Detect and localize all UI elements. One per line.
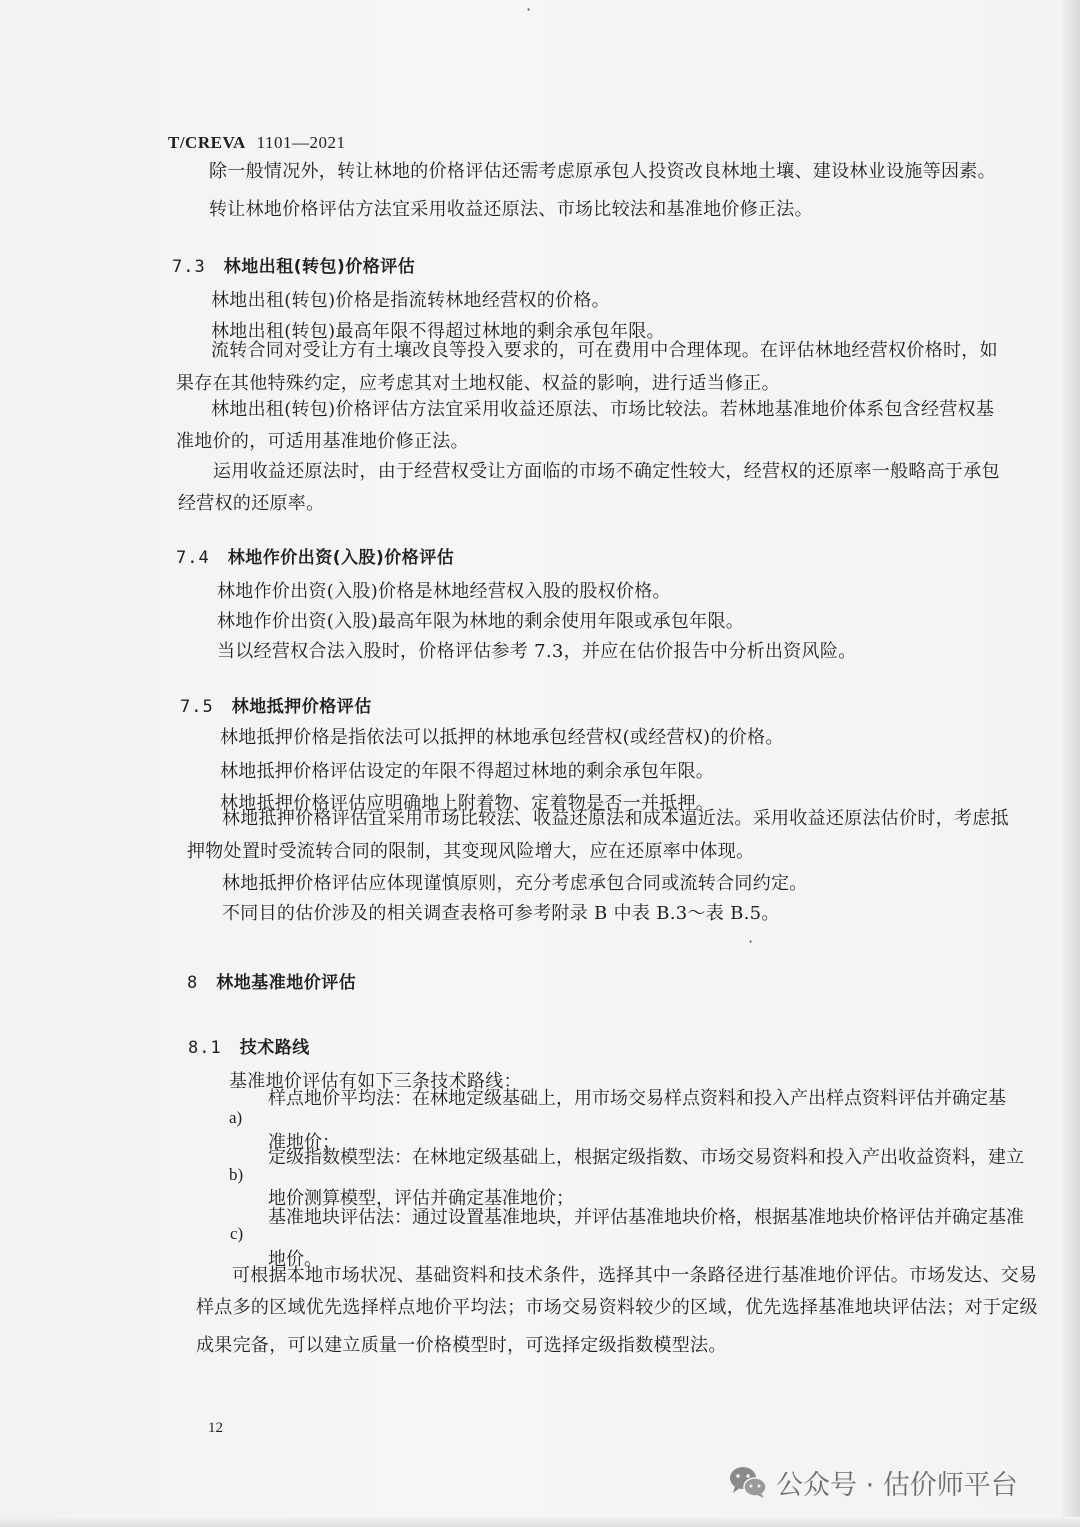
list-label-a: a) bbox=[229, 1108, 243, 1127]
s73-paragraph-3-line-1: 流转合同对受让方有土壤改良等投入要求的，可在费用中合理体现。在评估林地经营权价格时，如 bbox=[211, 340, 998, 361]
wechat-icon bbox=[728, 1464, 768, 1500]
s73-paragraph-4-line-2: 准地价的，可适用基准地价修正法。 bbox=[176, 431, 469, 452]
s73-paragraph-2: 林地出租(转包)最高年限不得超过林地的剩余承包年限。 bbox=[211, 321, 665, 342]
list-item-c-line-2: 地价。 bbox=[268, 1249, 322, 1270]
standard-code bbox=[168, 133, 345, 153]
scan-speck: · bbox=[748, 932, 754, 951]
intro-paragraph-2: 转让林地价格评估方法宜采用收益还原法、市场比较法和基准地价修正法。 bbox=[209, 199, 813, 220]
s75-paragraph-5: 林地抵押价格评估应体现谨慎原则，充分考虑承包合同或流转合同约定。 bbox=[222, 873, 808, 894]
s75-paragraph-3: 林地抵押价格评估应明确地上附着物、定着物是否一并抵押。 bbox=[220, 793, 715, 814]
section-number: 8.1 bbox=[188, 1038, 222, 1058]
chapter-heading-8 bbox=[187, 968, 356, 993]
section-heading-7-3 bbox=[172, 252, 415, 277]
standard-prefix: T/CREVA bbox=[168, 133, 246, 152]
intro-paragraph-1: 除一般情况外，转让林地的价格评估还需考虑原承包人投资改良林地土壤、建设林业设施等因素。 bbox=[209, 161, 996, 182]
s75-paragraph-6: 不同目的估价涉及的相关调查表格可参考附录 B 中表 B.3～表 B.5。 bbox=[222, 903, 780, 924]
section-number: 7.5 bbox=[180, 697, 214, 717]
watermark-text: 公众号 · 估价师平台 bbox=[776, 1469, 1018, 1501]
list-item-b-line-1: 定级指数模型法：在林地定级基础上，根据定级指数、市场交易资料和投入产出收益资料，建立 bbox=[268, 1147, 1024, 1168]
s75-paragraph-2: 林地抵押价格评估设定的年限不得超过林地的剩余承包年限。 bbox=[220, 761, 715, 782]
s74-paragraph-2: 林地作价出资(入股)最高年限为林地的剩余使用年限或承包年限。 bbox=[217, 611, 745, 632]
s75-paragraph-1: 林地抵押价格是指依法可以抵押的林地承包经营权(或经营权)的价格。 bbox=[220, 727, 784, 748]
section-title: 技术路线 bbox=[239, 1038, 310, 1058]
s74-paragraph-3: 当以经营权合法入股时，价格评估参考 7.3，并应在估价报告中分析出资风险。 bbox=[217, 641, 857, 662]
s81-paragraph-2-line-3: 成果完备，可以建立质量一价格模型时，可选择定级指数模型法。 bbox=[196, 1335, 727, 1356]
list-item-a-line-1: 样点地价平均法：在林地定级基础上，用市场交易样点资料和投入产出样点资料评估并确定基 bbox=[268, 1088, 1006, 1109]
s75-paragraph-4-line-2: 押物处置时受流转合同的限制，其变现风险增大，应在还原率中体现。 bbox=[187, 841, 755, 862]
s81-paragraph-2-line-2: 样点多的区域优先选择样点地价平均法；市场交易资料较少的区域，优先选择基准地块评估法；对于定级 bbox=[196, 1297, 1038, 1318]
list-item-a-line-2: 准地价； bbox=[268, 1132, 340, 1153]
section-heading-8-1 bbox=[188, 1033, 310, 1058]
section-title: 林地出租(转包)价格评估 bbox=[223, 257, 416, 277]
s75-paragraph-4-line-1: 林地抵押价格评估宜采用市场比较法、收益还原法和成本逼近法。采用收益还原法估价时，考虑抵 bbox=[222, 808, 1009, 829]
scan-speck: · bbox=[526, 0, 532, 19]
chapter-title: 林地基准地价评估 bbox=[216, 973, 357, 993]
section-number: 7.3 bbox=[172, 257, 206, 277]
page-edge-shadow bbox=[1058, 0, 1080, 1527]
section-number: 7.4 bbox=[176, 548, 210, 568]
section-heading-7-5 bbox=[180, 692, 372, 717]
page-number: 12 bbox=[208, 1420, 223, 1436]
list-label-b: b) bbox=[229, 1165, 244, 1184]
section-title: 林地抵押价格评估 bbox=[231, 697, 372, 717]
s73-paragraph-5-line-2: 经营权的还原率。 bbox=[178, 493, 325, 514]
s81-paragraph-1: 基准地价评估有如下三条技术路线： bbox=[229, 1071, 522, 1092]
s81-paragraph-2-line-1: 可根据本地市场状况、基础资料和技术条件，选择其中一条路径进行基准地价评估。市场发达、交易 bbox=[232, 1265, 1038, 1286]
section-title: 林地作价出资(入股)价格评估 bbox=[227, 548, 455, 568]
list-label-c: c) bbox=[230, 1224, 244, 1243]
chapter-number: 8 bbox=[187, 973, 199, 993]
s74-paragraph-1: 林地作价出资(入股)价格是林地经营权入股的股权价格。 bbox=[217, 581, 671, 602]
s73-paragraph-3-line-2: 果存在其他特殊约定，应考虑其对土地权能、权益的影响，进行适当修正。 bbox=[176, 373, 780, 394]
page-bottom-shadow bbox=[0, 1517, 1080, 1527]
s73-paragraph-1: 林地出租(转包)价格是指流转林地经营权的价格。 bbox=[211, 290, 610, 311]
standard-number: 1101—2021 bbox=[256, 133, 346, 152]
section-heading-7-4 bbox=[176, 543, 454, 568]
s73-paragraph-5-line-1: 运用收益还原法时，由于经营权受让方面临的市场不确定性较大，经营权的还原率一般略高于承包 bbox=[213, 461, 1000, 482]
s73-paragraph-4-line-1: 林地出租(转包)价格评估方法宜采用收益还原法、市场比较法。若林地基准地价体系包含经营权基 bbox=[211, 399, 995, 420]
list-item-c-line-1: 基准地块评估法：通过设置基准地块，并评估基准地块价格，根据基准地块价格评估并确定基准 bbox=[268, 1207, 1024, 1228]
watermark bbox=[728, 1462, 1018, 1502]
list-item-b-line-2: 地价测算模型，评估并确定基准地价； bbox=[268, 1188, 574, 1209]
